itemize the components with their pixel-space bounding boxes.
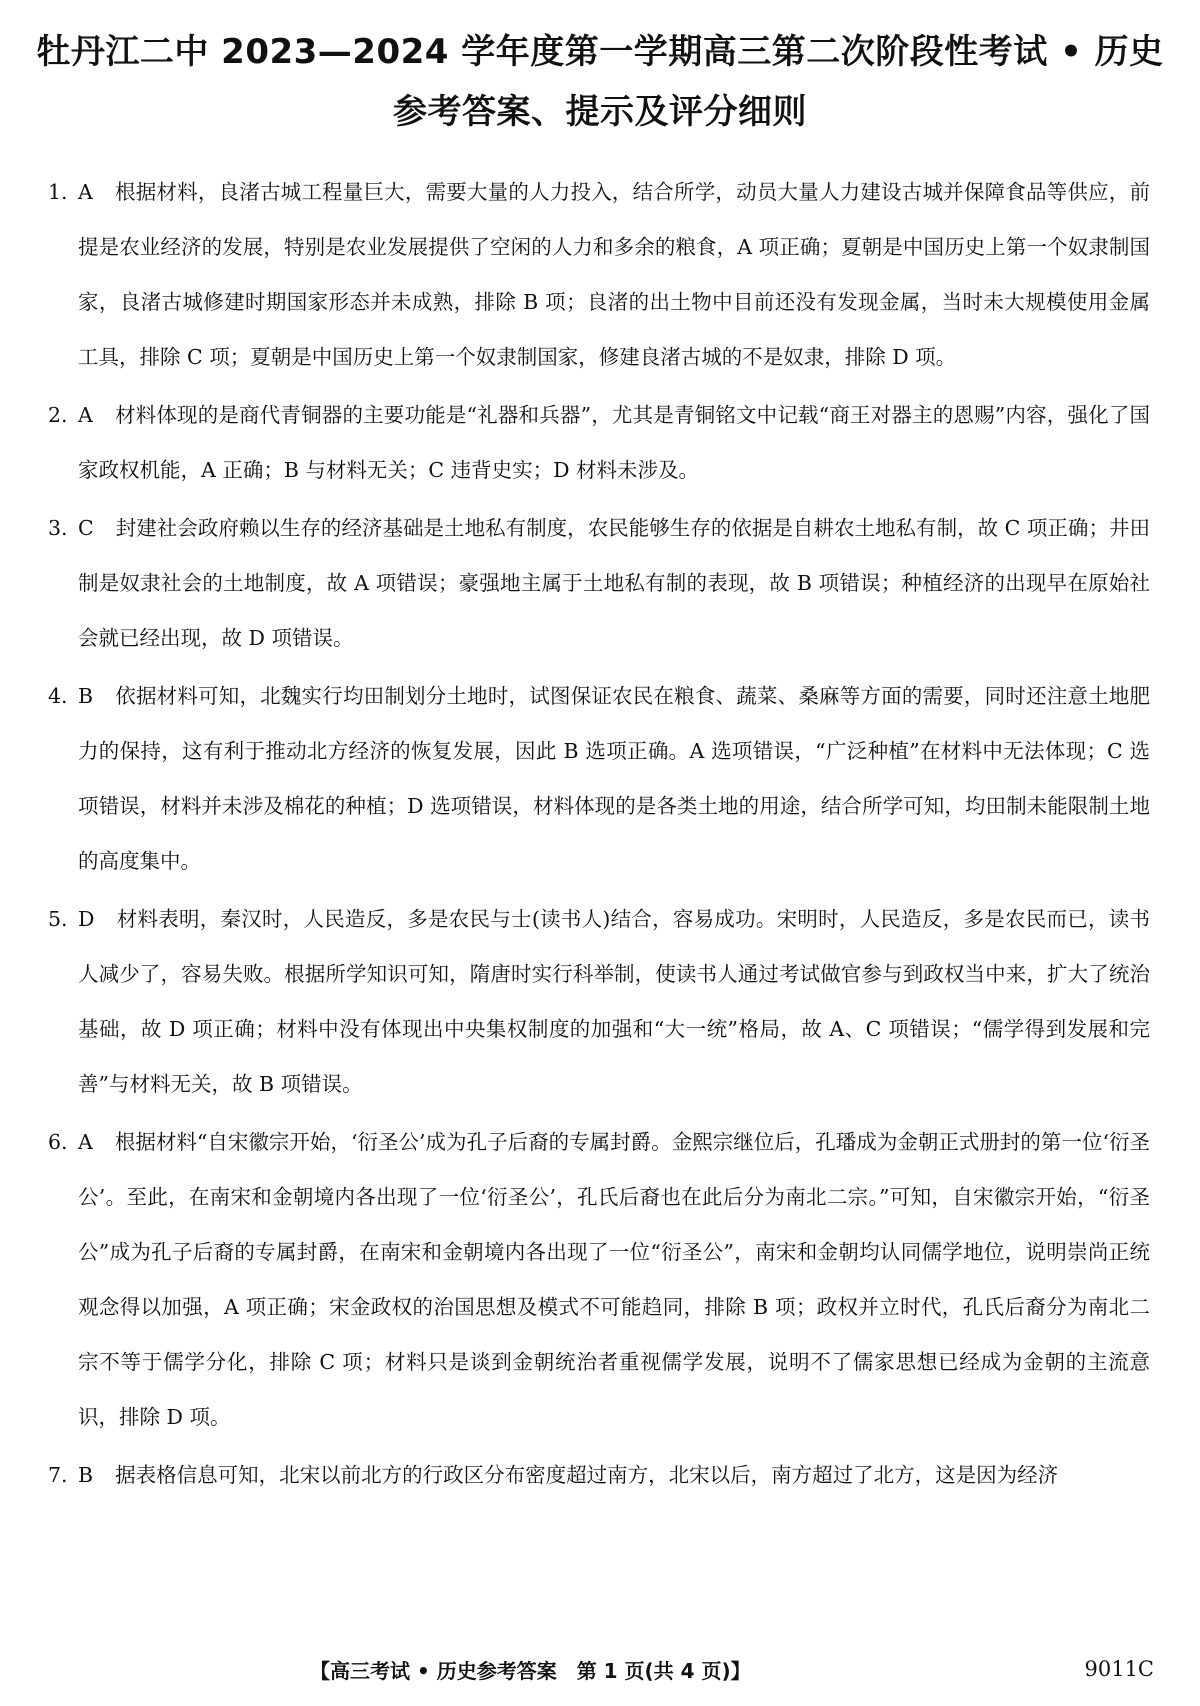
question-number: 7. <box>48 1463 68 1487</box>
question-item-3 <box>48 501 1150 666</box>
question-answer: B <box>78 684 94 708</box>
question-item-6 <box>48 1115 1150 1445</box>
question-explanation: 据表格信息可知，北宋以前北方的行政区分布密度超过南方，北宋以后，南方超过了北方，这是因为经济 <box>115 1463 1059 1487</box>
question-number: 3. <box>48 516 68 540</box>
answer-list <box>48 165 1150 1503</box>
question-number: 6. <box>48 1130 68 1154</box>
footer-page-info: 【高三考试 • 历史参考答案 第 1 页(共 4 页)】 <box>310 1659 751 1683</box>
question-explanation: 材料体现的是商代青铜器的主要功能是“礼器和兵器”，尤其是青铜铭文中记载“商王对器主的恩赐”内容，强化了国家政权机能，A 正确；B 与材料无关；C 违背史实；D 材料未涉及。 <box>78 403 1150 482</box>
question-item-5 <box>48 892 1150 1112</box>
question-item-4 <box>48 669 1150 889</box>
question-explanation: 根据材料，良渚古城工程量巨大，需要大量的人力投入，结合所学，动员大量人力建设古城并保障食品等供应，前提是农业经济的发展，特别是农业发展提供了空闲的人力和多余的粮食，A 项正确；夏朝是中国历史上第一个奴隶制国家，良渚古城修建时期国家形态并未成熟，排除 B 项；良渚的出土物中目前还没有发现金属，当时未大规模使用金属工具，排除 C 项；夏朝是中国历史上第一个奴隶制国家，修建良渚古城的不是奴隶，排除 D 项。 <box>78 180 1150 369</box>
question-explanation: 材料表明，秦汉时，人民造反，多是农民与士(读书人)结合，容易成功。宋明时，人民造反，多是农民而已，读书人减少了，容易失败。根据所学知识可知，隋唐时实行科举制，使读书人通过考试做官参与到政权当中来，扩大了统治基础，故 D 项正确；材料中没有体现出中央集权制度的加强和“大一统”格局，故 A、C 项错误；“儒学得到发展和完善”与材料无关，故 B 项错误。 <box>78 907 1150 1096</box>
question-explanation: 依据材料可知，北魏实行均田制划分土地时，试图保证农民在粮食、蔬菜、桑麻等方面的需要，同时还注意土地肥力的保持，这有利于推动北方经济的恢复发展，因此 B 选项正确。A 选项错误，“广泛种植”在材料中无法体现；C 选项错误，材料并未涉及棉花的种植；D 选项错误，材料体现的是各类土地的用途，结合所学可知，均田制未能限制土地的高度集中。 <box>78 684 1150 873</box>
question-answer: D <box>78 907 95 931</box>
question-answer: A <box>78 403 93 427</box>
question-number: 1. <box>48 180 68 204</box>
question-answer: A <box>78 180 93 204</box>
question-number: 5. <box>48 907 68 931</box>
question-answer: A <box>78 1130 93 1154</box>
question-item-7 <box>48 1448 1150 1503</box>
question-answer: C <box>78 516 94 540</box>
question-explanation: 封建社会政府赖以生存的经济基础是土地私有制度，农民能够生存的依据是自耕农土地私有制，故 C 项正确；井田制是奴隶社会的土地制度，故 A 项错误；豪强地主属于土地私有制的表现，故 B 项错误；种植经济的出现早在原始社会就已经出现，故 D 项错误。 <box>78 516 1150 650</box>
page-title: 牡丹江二中 2023—2024 学年度第一学期高三第二次阶段性考试 • 历史 <box>36 32 1164 72</box>
question-item-1 <box>48 165 1150 385</box>
question-explanation: 根据材料“自宋徽宗开始，‘衍圣公’成为孔子后裔的专属封爵。金熙宗继位后，孔璠成为金朝正式册封的第一位‘衍圣公’。至此，在南宋和金朝境内各出现了一位‘衍圣公’，孔氏后裔也在此后分为南北二宗。”可知，自宋徽宗开始，“衍圣公”成为孔子后裔的专属封爵，在南宋和金朝境内各出现了一位“衍圣公”，南宋和金朝均认同儒学地位，说明崇尚正统观念得以加强，A 项正确；宋金政权的治国思想及模式不可能趋同，排除 B 项；政权并立时代，孔氏后裔分为南北二宗不等于儒学分化，排除 C 项；材料只是谈到金朝统治者重视儒学发展，说明不了儒家思想已经成为金朝的主流意识，排除 D 项。 <box>78 1130 1150 1429</box>
page-subtitle: 参考答案、提示及评分细则 <box>393 92 807 132</box>
footer-code: 9011C <box>1084 1657 1154 1681</box>
question-number: 2. <box>48 403 68 427</box>
question-answer: B <box>78 1463 94 1487</box>
question-number: 4. <box>48 684 68 708</box>
question-item-2 <box>48 388 1150 498</box>
